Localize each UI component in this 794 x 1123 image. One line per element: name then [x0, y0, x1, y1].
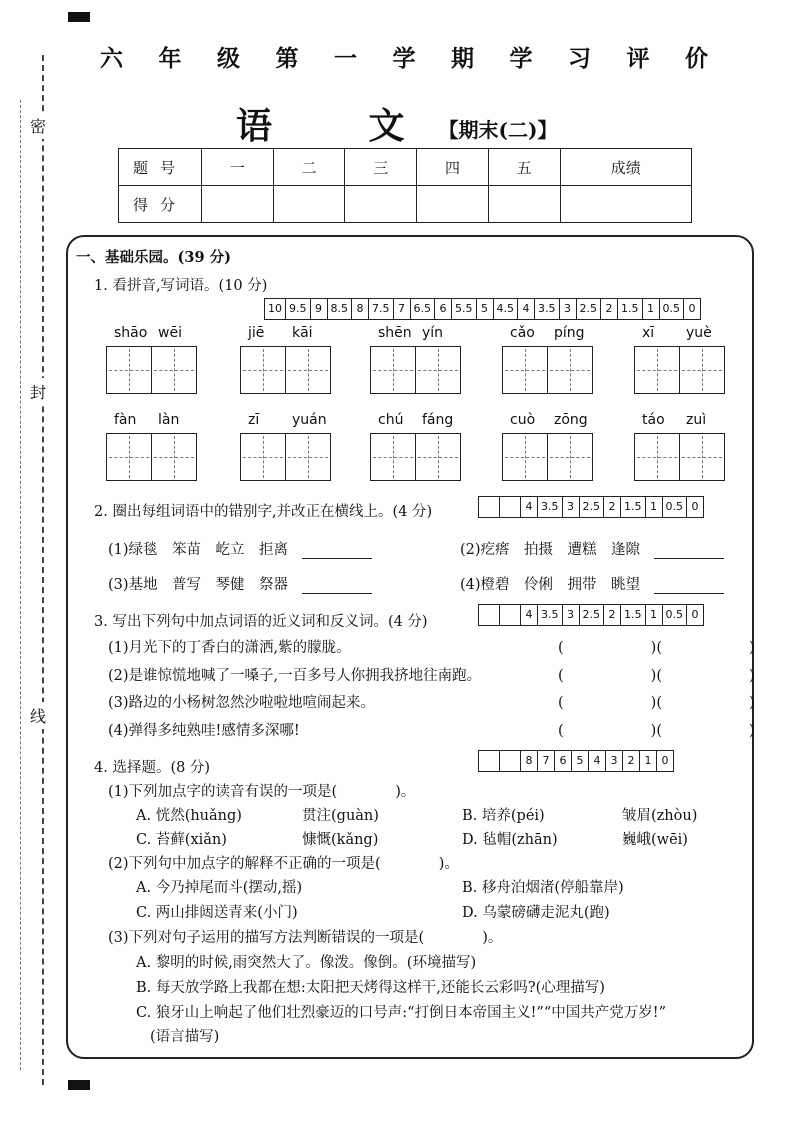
scale-cell[interactable]: 0.5	[663, 605, 688, 625]
answer-blank[interactable]	[302, 579, 372, 594]
answer-parens[interactable]: ( )( )	[558, 640, 755, 656]
title-char: 六	[100, 45, 125, 72]
q4-option: 巍峨(wēi)	[622, 832, 688, 848]
q4-option: A. 恍然(huǎng)	[136, 808, 242, 824]
score-table-header: 二	[273, 149, 345, 186]
title-char: 习	[568, 45, 593, 72]
scale-cell[interactable]	[479, 751, 500, 771]
q4-option: 慷慨(kǎng)	[302, 832, 379, 848]
tianzige-box[interactable]	[285, 346, 331, 394]
scale-cell[interactable]: 0	[688, 302, 696, 315]
registration-mark-top	[68, 12, 90, 22]
answer-blank[interactable]	[654, 579, 724, 594]
tianzige-pair	[106, 346, 195, 394]
scale-cell[interactable]: 7	[394, 299, 411, 319]
scale-cell[interactable]: 2.5	[577, 299, 602, 319]
pinyin-syllable: jiē	[248, 325, 265, 341]
q4-title: 4. 选择题。(8 分)	[94, 760, 211, 776]
q2-item	[108, 573, 372, 594]
subject-name: 语 文	[236, 105, 447, 147]
q4-option: C. 狼牙山上响起了他们壮烈豪迈的口号声:“打倒日本帝国主义!”“中国共产党万岁!”	[136, 1005, 666, 1021]
tianzige-box[interactable]	[106, 346, 152, 394]
pinyin-syllable: yín	[422, 325, 444, 341]
pinyin-syllable: cǎo	[510, 325, 535, 341]
q2-score-scale	[478, 496, 704, 518]
scale-cell[interactable]	[479, 605, 500, 625]
q4-option: 贯注(guàn)	[302, 808, 379, 824]
pinyin-syllable: táo	[642, 412, 665, 428]
scale-cell[interactable]: 2	[601, 299, 618, 319]
score-table	[118, 148, 692, 223]
answer-parens[interactable]: ( )( )	[558, 695, 755, 711]
q4-sub2-title: (2)下列句中加点字的解释不正确的一项是( )。	[108, 856, 459, 872]
binding-char-seal: 密	[30, 112, 46, 139]
q3-score-scale	[478, 604, 704, 626]
score-table-row-label: 得分	[119, 186, 202, 223]
scale-cell[interactable]: 3	[606, 751, 623, 771]
q4-option: B. 移舟泊烟渚(停船靠岸)	[462, 880, 624, 896]
tianzige-box[interactable]	[151, 346, 197, 394]
answer-blank[interactable]	[654, 544, 724, 559]
tianzige-box[interactable]	[415, 433, 461, 481]
pinyin-syllable: fàn	[114, 412, 137, 428]
score-table-header: 四	[417, 149, 489, 186]
tianzige-box[interactable]	[634, 346, 680, 394]
tianzige-box[interactable]	[502, 433, 548, 481]
score-table-row-label: 题号	[119, 149, 202, 186]
scale-cell[interactable]: 1	[646, 605, 663, 625]
tianzige-pair	[502, 433, 591, 481]
q3-item: (4)弹得多纯熟哇!感情多深哪!	[108, 723, 300, 739]
tianzige-pair	[502, 346, 591, 394]
tianzige-pair	[106, 433, 195, 481]
title-char: 第	[275, 45, 301, 72]
tianzige-box[interactable]	[502, 346, 548, 394]
q4-option: C. 苔藓(xiǎn)	[136, 832, 227, 848]
q2-item	[460, 573, 724, 594]
binding-line-outer	[20, 100, 21, 1070]
q3-title: 3. 写出下列句中加点词语的近义词和反义词。(4 分)	[94, 614, 428, 630]
pinyin-syllable: kāi	[292, 325, 313, 341]
scale-cell[interactable]: 2.5	[580, 497, 605, 517]
q2-item-text: (1)绿毯 笨苗 屹立 拒离	[108, 542, 289, 558]
scale-cell[interactable]	[500, 497, 521, 517]
scale-cell[interactable]: 2	[604, 605, 621, 625]
score-cell[interactable]	[345, 186, 417, 223]
q4-sub3-title: (3)下列对句子运用的描写方法判断错误的一项是( )。	[108, 930, 503, 946]
pinyin-syllable: xī	[642, 325, 655, 341]
scale-cell[interactable]: 3	[563, 605, 580, 625]
tianzige-box[interactable]	[370, 346, 416, 394]
score-cell[interactable]	[417, 186, 489, 223]
scale-cell[interactable]: 5	[477, 299, 494, 319]
q4-option: C. 两山排闼送青来(小门)	[136, 905, 298, 921]
title-char: 评	[626, 45, 652, 72]
scale-cell[interactable]: 7	[538, 751, 555, 771]
scale-cell[interactable]: 6	[555, 751, 572, 771]
q4-sub1-title: (1)下列加点字的读音有误的一项是( )。	[108, 784, 416, 800]
scale-cell[interactable]: 6	[435, 299, 452, 319]
q1-score-scale	[264, 298, 701, 320]
score-cell[interactable]	[488, 186, 560, 223]
q4-option: 皱眉(zhòu)	[622, 808, 698, 824]
scale-cell[interactable]: 4	[589, 751, 606, 771]
pinyin-syllable: wēi	[158, 325, 182, 341]
q2-item	[108, 538, 372, 559]
q4-option: (语言描写)	[150, 1029, 220, 1045]
scale-cell[interactable]: 3.5	[535, 299, 560, 319]
scale-cell[interactable]: 0.5	[660, 299, 685, 319]
registration-mark-bottom	[68, 1080, 90, 1090]
scale-cell[interactable]: 10	[265, 299, 286, 319]
pinyin-syllable: chú	[378, 412, 404, 428]
pinyin-syllable: shāo	[114, 325, 148, 341]
tianzige-box[interactable]	[547, 433, 593, 481]
pinyin-syllable: zōng	[554, 412, 588, 428]
answer-parens[interactable]: ( )( )	[558, 668, 755, 684]
q4-score-scale	[478, 750, 674, 772]
tianzige-pair	[370, 433, 459, 481]
binding-line	[42, 55, 44, 1085]
scale-cell[interactable]: 6.5	[411, 299, 436, 319]
q2-item-text: (4)橙碧 伶俐 拥带 眺望	[460, 577, 641, 593]
q3-item: (1)月光下的丁香白的潇洒,紫的朦胧。	[108, 640, 351, 656]
scale-cell[interactable]: 1	[646, 497, 663, 517]
scale-cell[interactable]: 4	[521, 497, 538, 517]
scale-cell[interactable]: 2.5	[580, 605, 605, 625]
scale-cell[interactable]: 2	[604, 497, 621, 517]
pinyin-syllable: làn	[158, 412, 180, 428]
tianzige-box[interactable]	[240, 433, 286, 481]
scale-cell[interactable]: 1.5	[621, 605, 646, 625]
score-cell[interactable]	[560, 186, 691, 223]
scale-cell[interactable]: 4	[521, 605, 538, 625]
q2-item-text: (3)基地 普写 琴健 祭器	[108, 577, 289, 593]
scale-cell[interactable]: 9.5	[286, 299, 311, 319]
q2-item-text: (2)疙瘩 拍摄 遭糕 逢隙	[460, 542, 641, 558]
tianzige-box[interactable]	[547, 346, 593, 394]
q4-option: B. 培养(péi)	[462, 808, 545, 824]
scale-cell[interactable]: 3.5	[538, 497, 563, 517]
title-char: 学	[392, 45, 418, 72]
score-table-header: 成绩	[560, 149, 691, 186]
q3-item: (2)是谁惊慌地喊了一嗓子,一百多号人你拥我挤地往南跑。	[108, 668, 482, 684]
scale-cell[interactable]: 8	[352, 299, 369, 319]
scale-cell[interactable]: 8	[521, 751, 538, 771]
scale-cell[interactable]: 3	[560, 299, 577, 319]
title-char: 学	[509, 45, 535, 72]
scale-cell[interactable]: 0	[661, 754, 669, 767]
scale-cell[interactable]: 8.5	[328, 299, 353, 319]
title-char: 级	[217, 45, 242, 72]
q4-option: A. 今乃掉尾而斗(摆动,摇)	[136, 880, 303, 896]
subject-heading	[236, 98, 557, 149]
scale-cell[interactable]: 3	[563, 497, 580, 517]
pinyin-syllable: shēn	[378, 325, 412, 341]
scale-cell[interactable]: 7.5	[369, 299, 394, 319]
scale-cell[interactable]: 4	[518, 299, 535, 319]
score-cell[interactable]	[202, 186, 274, 223]
pinyin-syllable: yuè	[686, 325, 712, 341]
scale-cell[interactable]	[500, 605, 521, 625]
tianzige-pair	[370, 346, 459, 394]
q1-title: 1. 看拼音,写词语。(10 分)	[94, 278, 268, 294]
score-cell[interactable]	[273, 186, 345, 223]
scale-cell[interactable]: 5.5	[452, 299, 477, 319]
scale-cell[interactable]: 0	[691, 608, 699, 621]
scale-cell[interactable]: 4.5	[494, 299, 519, 319]
tianzige-pair	[240, 433, 329, 481]
tianzige-pair	[634, 346, 723, 394]
tianzige-pair	[634, 433, 723, 481]
tianzige-pair	[240, 346, 329, 394]
scale-cell[interactable]	[479, 497, 500, 517]
scale-cell[interactable]: 3.5	[538, 605, 563, 625]
scale-cell[interactable]: 0.5	[663, 497, 688, 517]
pinyin-syllable: fáng	[422, 412, 454, 428]
title-char: 期	[451, 45, 476, 72]
q4-option: A. 黎明的时候,雨突然大了。像泼。像倒。(环境描写)	[136, 955, 477, 971]
section-title: 一、基础乐园。(39 分)	[76, 249, 231, 266]
tianzige-box[interactable]	[634, 433, 680, 481]
pinyin-syllable: yuán	[292, 412, 327, 428]
tianzige-box[interactable]	[285, 433, 331, 481]
scale-cell[interactable]	[500, 751, 521, 771]
q4-option: D. 毡帽(zhān)	[462, 832, 558, 848]
q4-option: D. 乌蒙磅礴走泥丸(跑)	[462, 905, 610, 921]
score-table-header: 三	[345, 149, 417, 186]
pinyin-syllable: cuò	[510, 412, 536, 428]
answer-blank[interactable]	[302, 544, 372, 559]
q4-option: B. 每天放学路上我都在想:太阳把天烤得这样干,还能长云彩吗?(心理描写)	[136, 980, 605, 996]
scale-cell[interactable]: 1	[640, 751, 657, 771]
title-char: 一	[334, 45, 359, 72]
scale-cell[interactable]: 1.5	[621, 497, 646, 517]
binding-char-close: 封	[30, 378, 46, 405]
score-table-header: 五	[488, 149, 560, 186]
title-char: 价	[685, 45, 710, 72]
q3-item: (3)路边的小杨树忽然沙啦啦地喧闹起来。	[108, 695, 376, 711]
header-title	[100, 40, 710, 73]
tianzige-box[interactable]	[106, 433, 152, 481]
q2-title: 2. 圈出每组词语中的错别字,并改正在横线上。(4 分)	[94, 504, 433, 520]
scale-cell[interactable]: 1	[643, 299, 660, 319]
score-table-header: 一	[202, 149, 274, 186]
tianzige-box[interactable]	[679, 346, 725, 394]
tianzige-box[interactable]	[370, 433, 416, 481]
q2-item	[460, 538, 724, 559]
title-char: 年	[158, 45, 184, 72]
pinyin-syllable: zī	[248, 412, 260, 428]
tianzige-box[interactable]	[151, 433, 197, 481]
tianzige-box[interactable]	[679, 433, 725, 481]
tianzige-box[interactable]	[240, 346, 286, 394]
binding-char-line: 线	[30, 702, 46, 729]
exam-tag: 【期末(二)】	[438, 118, 558, 142]
answer-parens[interactable]: ( )( )	[558, 723, 755, 739]
scale-cell[interactable]: 5	[572, 751, 589, 771]
scale-cell[interactable]: 0	[691, 500, 699, 513]
scale-cell[interactable]: 2	[623, 751, 640, 771]
tianzige-box[interactable]	[415, 346, 461, 394]
scale-cell[interactable]: 1.5	[618, 299, 643, 319]
pinyin-syllable: zuì	[686, 412, 707, 428]
pinyin-syllable: píng	[554, 325, 585, 341]
scale-cell[interactable]: 9	[311, 299, 328, 319]
